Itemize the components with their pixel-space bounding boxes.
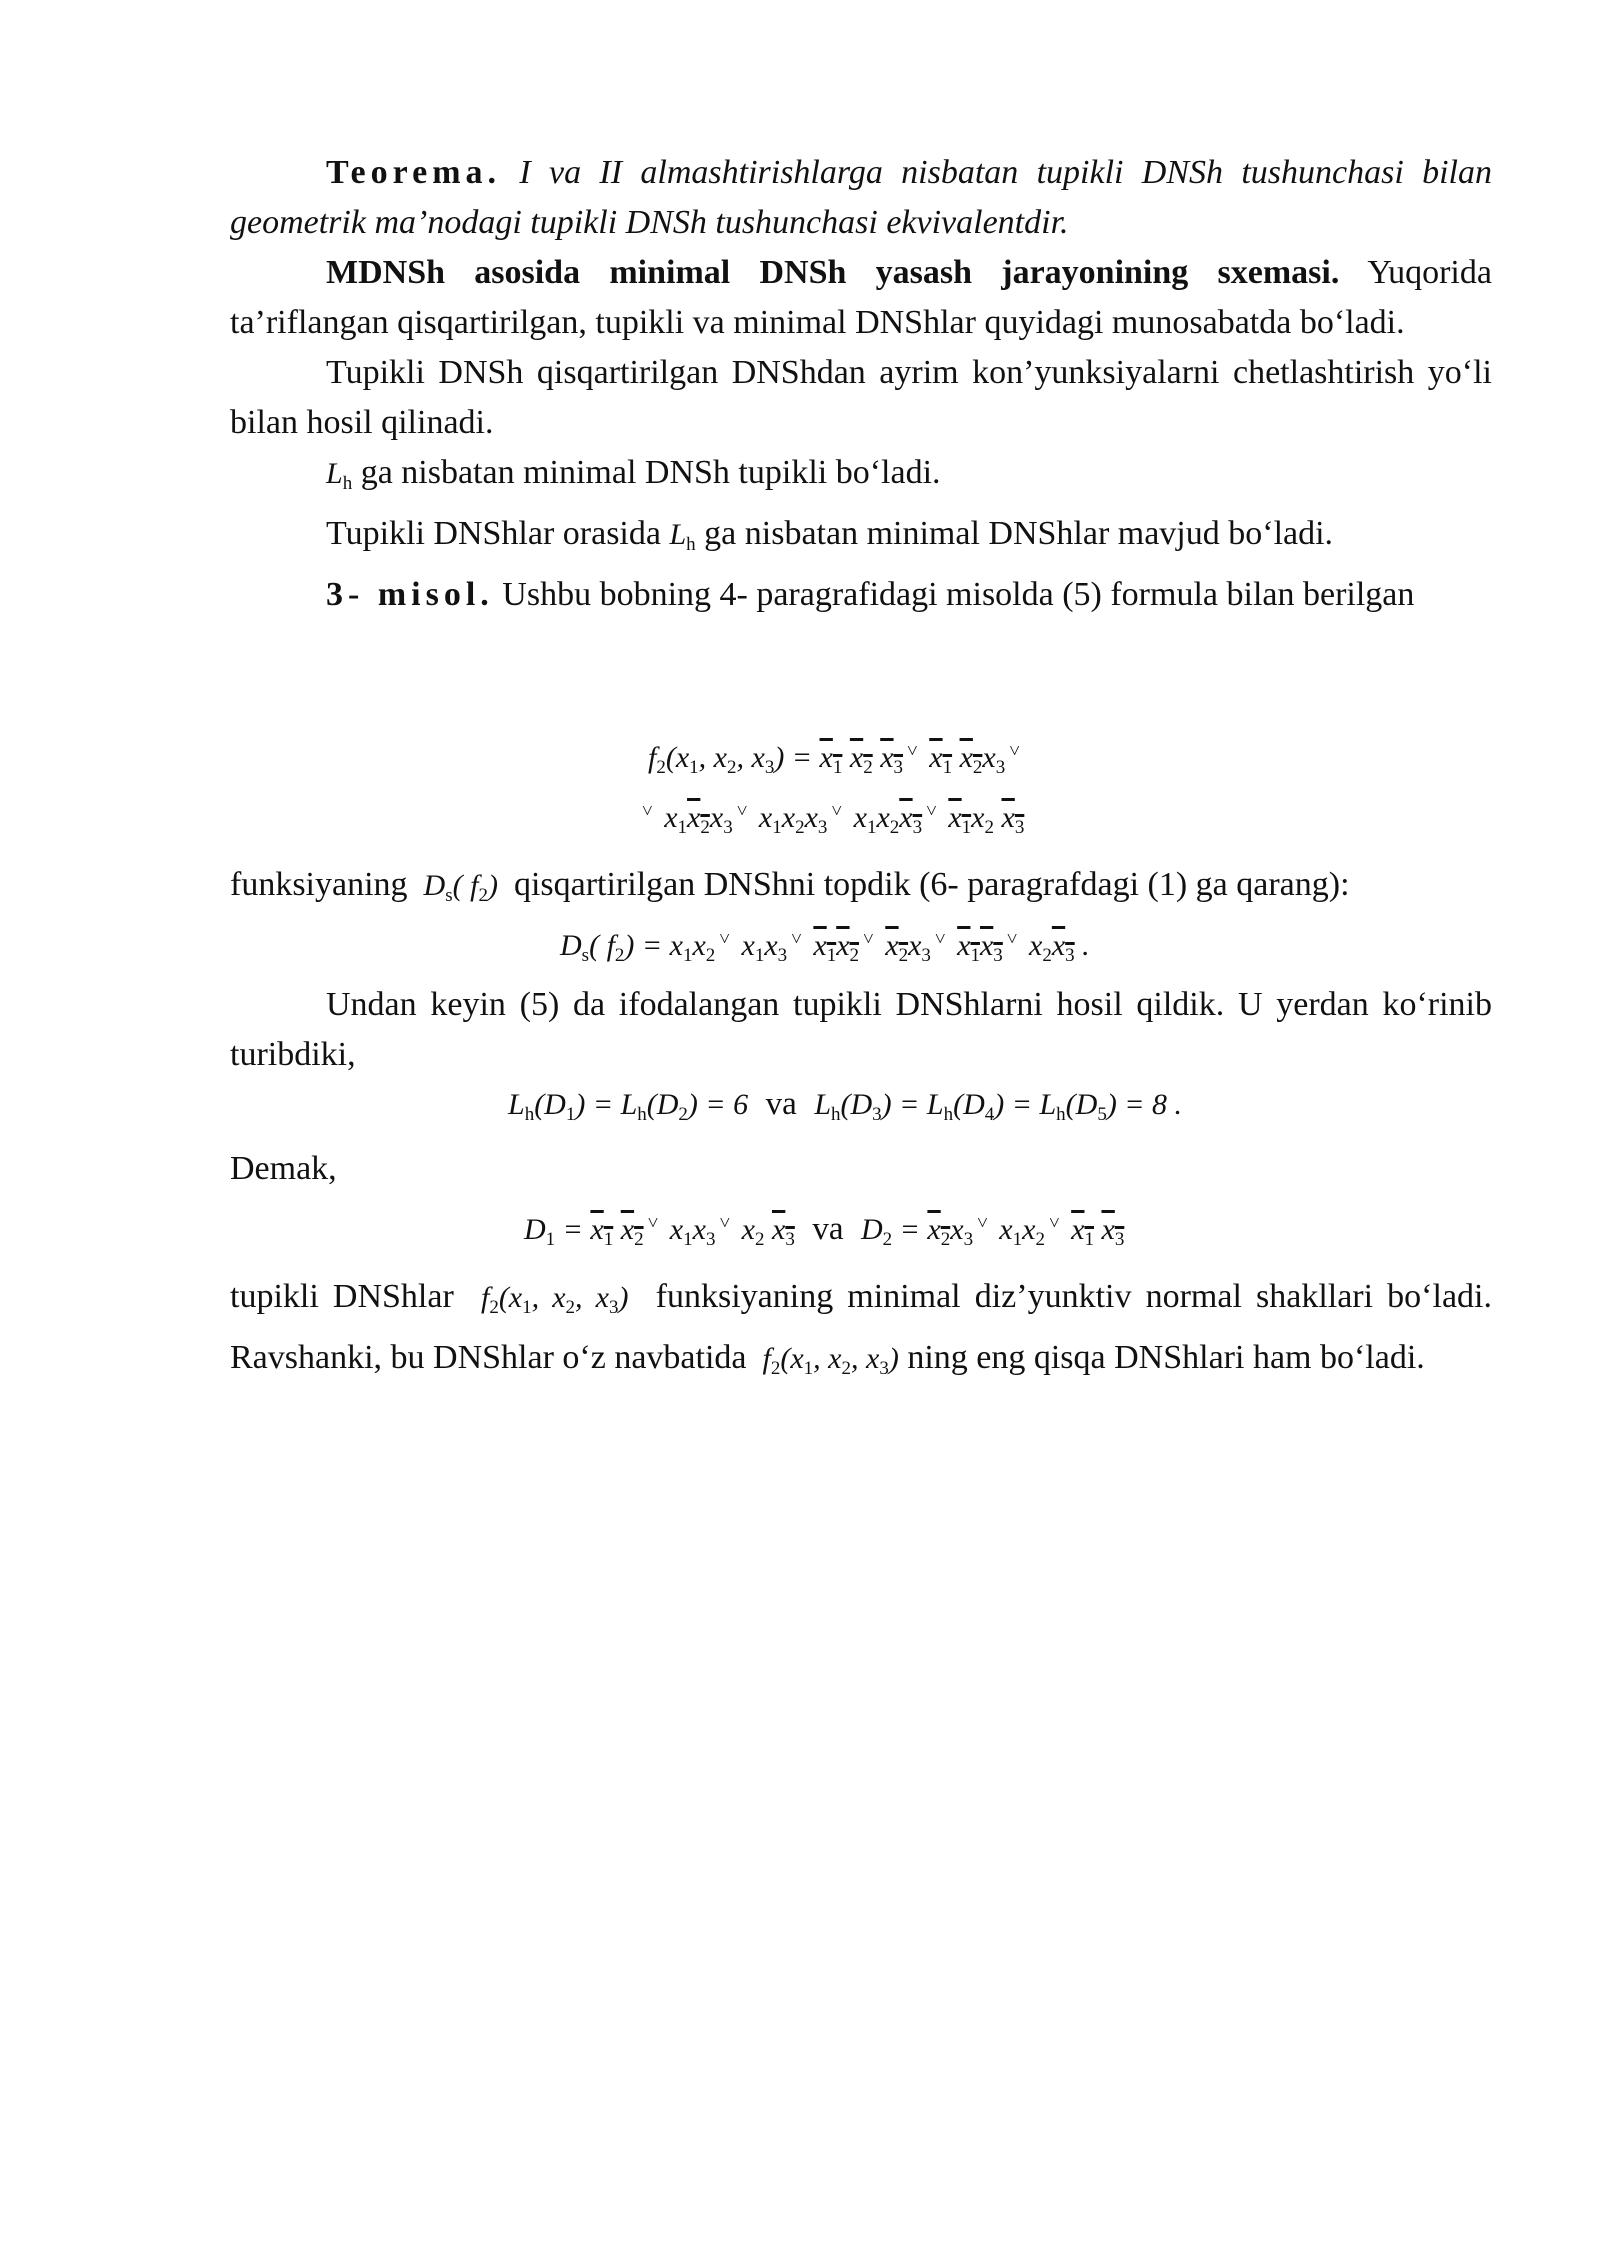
orasida-before: Tupikli DNShlar orasida xyxy=(326,515,661,552)
f2-symbol-1: $f_2(x_1$, $x_2$, $x_3$) xyxy=(467,1281,642,1318)
example-label: 3- misol. xyxy=(326,576,494,613)
formula-d1-d2: $D_1 = x_1$ $x_2^˅$ $x_1x_3^˅$ $x_2$ $x_3$ va $D_2 = x_2x_3^˅$ $x_1x_2^˅$ $x_1$ $x_3$ xyxy=(524,1211,1125,1250)
funksiyaning-before: funksiyaning xyxy=(230,866,408,903)
formula-ds: $D_s$( $f_2) = x_1x_2^˅$ $x_1x_3^˅$ $x_1x_2^˅$ $x_2x_3^˅$ $x_1x_3^˅$ $x_2x_3$ . xyxy=(560,929,1090,966)
formula-f2-line1: $f_2(x_1$, $x_2$, $x_3) = x_1$ $x_2$ $x_3^˅$ $x_1$ $x_2x_3^˅$ xyxy=(648,741,1020,778)
demak-block xyxy=(230,1144,1492,1194)
va-word: va xyxy=(765,1086,797,1122)
scheme-text: Yuqorida ta’riflangan qisqartirilgan, tupikli va minimal DNShlar quyidagi munosabatda bo‘ladi. xyxy=(230,254,1492,341)
lh-symbol: $L_h$ xyxy=(326,457,353,494)
tupikli-paragraph: Tupikli DNSh qisqartirilgan DNShdan ayrim kon’yunksiyalarni chetlashtirish yo‘li bilan hosil qilinadi. xyxy=(230,354,1492,441)
lh-symbol-2: $L_h$ xyxy=(669,518,696,555)
f2-symbol-2: $f_2(x_1$, $x_2$, $x_3$) xyxy=(755,1342,899,1379)
undan-block xyxy=(230,980,1492,1080)
scheme-paragraph xyxy=(230,248,1492,348)
ds-f2-symbol: $D_s$( $f_2$) xyxy=(416,869,506,906)
undan-paragraph: Undan keyin (5) da ifodalangan tupikli DNShlarni hosil qildik. U yerdan ko‘rinib turibdiki, xyxy=(230,986,1492,1073)
text-block-top xyxy=(230,148,1492,620)
formula-lh-values: $L_h(D_1) = L_h(D_2) = 6$ va $L_h(D_3) = L_h(D_4) = L_h(D_5) = 8$ . xyxy=(508,1086,1183,1125)
conclusion-paragraph: tupikli DNShlar $f_2(x_1$, $x_2$, $x_3$) funksiyaning minimal diz’yunktiv normal shakllari bo‘ladi. Ravshanki, bu DNShlar o‘z navbatida $f_2(x_1$, $x_2$, $x_3$) ning eng qisqa DNShlari ham bo‘ladi. xyxy=(230,1278,1492,1379)
theorem-paragraph xyxy=(230,148,1492,248)
va-word-2: va xyxy=(812,1211,844,1247)
funksiyaning-after: qisqartirilgan DNShni topdik (6- paragrafdagi (1) ga qarang): xyxy=(513,866,1350,903)
example-paragraph xyxy=(230,570,1492,620)
theorem-label: Teorema. xyxy=(326,154,502,191)
lh-text: ga nisbatan minimal DNSh tupikli bo‘ladi. xyxy=(360,454,941,491)
orasida-paragraph xyxy=(230,509,1492,570)
conclusion-block xyxy=(230,1272,1492,1394)
demak-text: Demak, xyxy=(230,1150,337,1187)
example-text: Ushbu bobning 4- paragrafidagi misolda (5) formula bilan berilgan xyxy=(502,576,1415,613)
formula-f2-line2: ˅ $x_1x_2x_3^˅$ $x_1x_2x_3^˅$ $x_1x_2x_3^˅$ $x_1x_2$ $x_3$ xyxy=(642,801,1025,838)
lh-paragraph xyxy=(230,448,1492,509)
scheme-heading: MDNSh asosida minimal DNSh yasash jarayonining sxemasi. xyxy=(326,254,1340,291)
orasida-after: ga nisbatan minimal DNShlar mavjud bo‘ladi. xyxy=(704,515,1334,552)
theorem-text: I va II almashtirishlarga nisbatan tupikli DNSh tushunchasi bilan geometrik ma’nodagi tupikli DNSh tushunchasi ekvivalentdir. xyxy=(230,154,1493,241)
funksiyaning-line xyxy=(230,860,1492,921)
